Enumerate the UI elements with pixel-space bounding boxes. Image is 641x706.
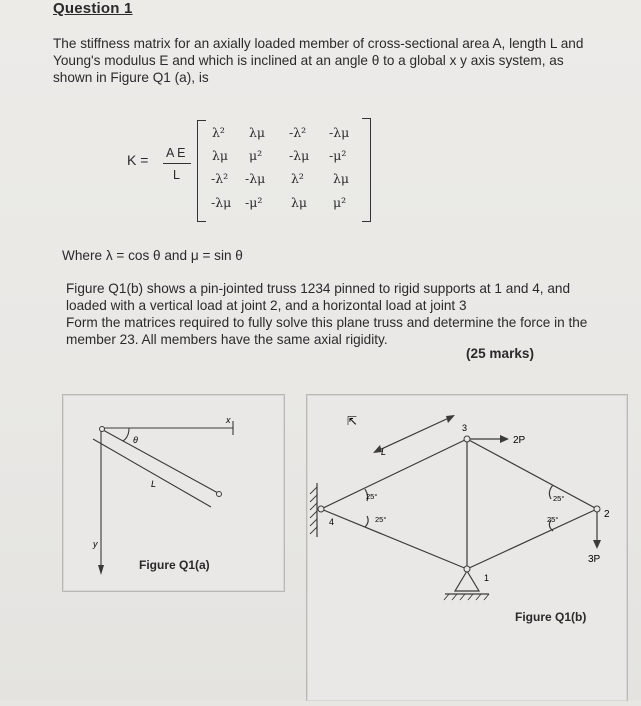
fraction-bar	[163, 163, 191, 164]
joint-2	[594, 506, 600, 512]
problem-line-2: loaded with a vertical load at joint 2, and a horizontal load at joint 3	[66, 298, 467, 313]
matrix-cell: -λμ	[245, 171, 266, 186]
joint-2-label: 2	[604, 509, 610, 520]
member-node-end	[217, 492, 222, 497]
dimension-line	[93, 439, 211, 507]
matrix-cell: -λμ	[329, 125, 350, 140]
where-definition: Where λ = cos θ and μ = sin θ	[62, 248, 243, 263]
figure-q1b-diagram	[307, 395, 627, 701]
arrowhead-2p	[500, 435, 509, 443]
matrix-cell: -λμ	[211, 195, 232, 210]
angle-2-lower-label: 25°	[547, 515, 559, 524]
marks-label: (25 marks)	[466, 346, 535, 361]
angle-label: θ	[133, 435, 138, 445]
figure-q1b-caption: Figure Q1(b)	[515, 610, 587, 624]
matrix-cell: λμ	[249, 125, 266, 140]
problem-paragraph	[66, 280, 626, 348]
matrix-cell: μ²	[249, 148, 263, 163]
matrix-cell: -λμ	[289, 148, 310, 163]
matrix-cell: -λ²	[211, 171, 229, 186]
pin-support-1	[455, 571, 479, 591]
dimension-line-l	[377, 417, 451, 451]
fraction-numerator: A E	[166, 146, 186, 160]
fraction-denominator: L	[173, 168, 180, 182]
question-heading: Question 1	[53, 0, 133, 17]
dimension-arrowhead-end	[446, 415, 455, 423]
figure-q1a-caption: Figure Q1(a)	[139, 558, 210, 572]
y-axis-label: y	[93, 539, 98, 549]
member-3-2	[467, 439, 597, 509]
matrix-label: K =	[127, 152, 149, 168]
joint-1-label: 1	[484, 573, 490, 583]
length-label: L	[381, 447, 387, 457]
angle-arc	[123, 428, 129, 441]
load-2p-label: 2P	[513, 435, 526, 446]
matrix-cell: -μ²	[329, 148, 347, 163]
member-line	[103, 430, 218, 493]
joint-3	[464, 436, 470, 442]
matrix-cell: λμ	[333, 171, 350, 186]
matrix-cell: μ²	[333, 195, 347, 210]
joint-3-label: 3	[462, 423, 468, 433]
matrix-cell: λμ	[212, 148, 229, 163]
member-4-3	[321, 439, 467, 509]
matrix-cell: λ²	[291, 171, 304, 186]
matrix-right-bracket	[362, 118, 371, 222]
joint-4	[318, 506, 324, 512]
matrix-left-bracket	[197, 120, 206, 222]
angle-arc-4-lower	[365, 516, 368, 527]
joint-1	[464, 566, 470, 572]
problem-line-1: Figure Q1(b) shows a pin-jointed truss 1234 pinned to rigid supports at 1 and 4, and	[66, 281, 571, 296]
angle-2-upper-label: 25°	[553, 494, 565, 503]
matrix-cell: -λ²	[289, 125, 307, 140]
intro-line-2: Young's modulus E and which is inclined at an angle θ to a global x y axis system, as	[53, 53, 564, 68]
member-4-1	[321, 509, 467, 569]
length-label: L	[151, 479, 157, 489]
matrix-cell: λμ	[291, 195, 308, 210]
arrowhead-3p	[593, 540, 601, 549]
matrix-cell: λ²	[212, 125, 225, 140]
load-3p-label: 3P	[588, 554, 601, 565]
intro-paragraph	[53, 35, 628, 86]
member-node-start	[100, 427, 105, 432]
x-axis-label: x	[226, 415, 231, 425]
joint-4-label: 4	[329, 517, 335, 527]
y-arrowhead	[98, 565, 104, 575]
problem-line-3: Form the matrices required to fully solve this plane truss and determine the force in the	[66, 315, 588, 330]
problem-line-4: member 23. All members have the same axial rigidity.	[66, 332, 388, 347]
intro-line-3: shown in Figure Q1 (a), is	[53, 70, 209, 85]
intro-line-1: The stiffness matrix for an axially loaded member of cross-sectional area A, length L and	[53, 36, 584, 51]
angle-4-lower-label: 25°	[375, 515, 387, 524]
member-1-2	[467, 509, 597, 569]
angle-4-upper-label: 25°	[366, 492, 378, 501]
figure-q1b-frame	[306, 394, 628, 701]
cursor-icon: ⇱	[347, 414, 358, 428]
matrix-cell: -μ²	[245, 195, 263, 210]
